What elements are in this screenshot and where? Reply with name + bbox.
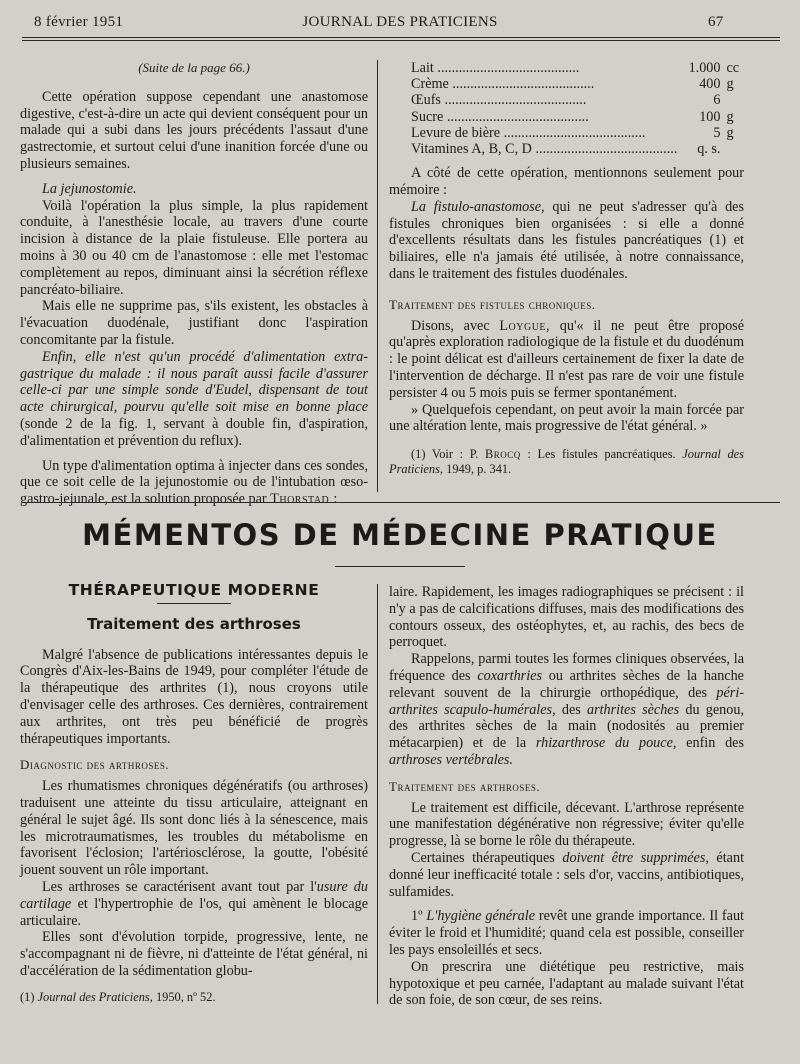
paragraph: Enfin, elle n'est qu'un procédé d'alimentation extra-gastrique du malade : il nous paraît aussi facile d'assurer celle-ci par une simple sonde d'Eudel, dispensant de tout acte chirurgical, pourvu qu'elle soit mise en bonne place (sonde 2 de la fig. 1, servant à double fin, d'aspiration, d'alimentation et prévention du reflux). <box>20 348 368 449</box>
paragraph: Certaines thérapeutiques doivent être supprimées, étant donné leur inefficacité totale : sels d'or, vaccins, antibiotiques, sulfamides. <box>389 849 745 900</box>
recipe-table <box>411 60 744 157</box>
paragraph: Mais elle ne supprime pas, s'ils existent, les obstacles à l'évacuation duodénale, justifiant donc l'aspiration concomitante par la fistule. <box>20 298 368 348</box>
recipe-row <box>411 125 744 141</box>
recipe-quantity: 400 <box>699 76 721 93</box>
paragraph: Elles sont d'évolution torpide, progressive, lente, ne s'accompagnant ni de fièvre, ni d'atteinte de l'état général, ni d'accélération de la sédimentation globu- <box>20 929 368 979</box>
recipe-row <box>411 109 744 125</box>
header-page-number: 67 <box>708 14 724 30</box>
paragraph: Un type d'alimentation optima à injecter dans ces sondes, que ce soit celle de la jejunostomie ou de l'intubation œso-gastro-jejunale, est la solution proposée par Thorstad : <box>20 457 368 508</box>
recipe-unit: g <box>726 108 734 125</box>
paragraph: La fistulo-anastomose, qui ne peut s'adresser qu'à des fistules chroniques bien organisées : si elle a donné d'excellents résultats dans les fistules pancréatiques (1) et biliaires, elle n'a jamais été utilisée, à notre connaissance, dans le traitement des fistules duodénales. <box>389 198 744 282</box>
paragraph: 1º L'hygiène générale revêt une grande importance. Il faut éviter le froid et l'humidité; quand cela est possible, conseiller les pays ensoleillés et secs. <box>389 908 744 958</box>
paragraph: Les rhumatismes chroniques dégénératifs (ou arthroses) traduisent une atteinte du tissu articulaire, atteignant en général le sujet âgé. Ils sont donc liés à la sénescence, mais les microtraumatismes, les troubles du métabolisme en favorisent l'éclosion; l'artériosclérose, la goutte, l'obésité jouent souvent un rôle important. <box>20 778 368 879</box>
header-rule <box>22 37 780 38</box>
top-right-column <box>389 60 744 477</box>
continued-note: (Suite de la page 66.) <box>138 60 250 75</box>
paragraph: laire. Rapidement, les images radiographiques se précisent : il n'y a pas de calcifications diffuses, mais des modifications des contours osseux, des ostéophytes, et, au rachis, des becs de perroquet. <box>389 584 744 651</box>
paragraph: Rappelons, parmi toutes les formes cliniques observées, la fréquence des coxarthries ou arthrites sèches de la hanche relevant souvent de la chirurgie orthopédique, des péri-arthrites scapulo-humérales, des arthrites sèches du genou, des arthrites sèches de la main (nodosités au premier métacarpien) et de la rhizarthrose du pouce, enfin des arthroses vertébrales. <box>389 651 745 768</box>
bottom-left-column <box>20 582 368 1005</box>
paragraph: Cette opération suppose cependant une anastomose digestive, c'est-à-dire un acte qui devient conséquent pour un malade qui a subi dans les jours précédents l'assaut d'une gastrectomie, et surtout celui d'une inanition forcée d'une ou plusieurs semaines. <box>20 88 368 172</box>
banner-title: MÉMENTOS DE MÉDECINE PRATIQUE <box>82 518 718 552</box>
top-left-column <box>20 60 368 508</box>
paragraph: On prescrira une diététique peu restrictive, mais hypotoxique et peu carnée, l'adaptant au malade suivant l'état de son foie, de son cœur, de ses reins. <box>389 958 744 1009</box>
paragraph: Les arthroses se caractérisent avant tout par l'usure du cartilage et l'hypertrophie de l'os, qui amènent le blocage articulaire. <box>20 878 368 929</box>
footnote: (1) Voir : P. Brocq : Les fistules pancréatiques. Journal des Praticiens, 1949, p. 341. <box>389 447 744 477</box>
footnote: (1) Journal des Praticiens, 1950, nº 52. <box>20 989 216 1004</box>
recipe-item: Levure de bière ........................................ <box>411 124 646 141</box>
recipe-item: Sucre ........................................ <box>411 108 589 125</box>
paragraph: A côté de cette opération, mentionnons seulement pour mémoire : <box>389 165 744 199</box>
jejunostomie-heading: La jejunostomie. <box>42 180 137 197</box>
recipe-item: Œufs ........................................ <box>411 92 587 109</box>
paragraph: Disons, avec Loygue, qu'« il ne peut être proposé qu'après exploration radiologique de la fistule et du duodénum : le point délicat est d'ailleurs certainement de fixer la date de l'intervention de décharge. Il n'est pas rare de voir une fistule persister 4 ou 5 mois puis se fermer spontanément. <box>389 317 745 401</box>
section-heading: Traitement des arthroses. <box>389 778 541 794</box>
paragraph: Le traitement est difficile, décevant. L'arthrose représente une manifestation dégénérative non régressive; éviter qu'elle progresse, là se borne le rôle du thérapeute. <box>389 799 744 850</box>
recipe-unit: g <box>726 124 734 141</box>
recipe-unit <box>726 92 744 108</box>
banner-rule-top <box>22 502 780 503</box>
header-journal-title: JOURNAL DES PRATICIENS <box>302 14 498 30</box>
recipe-item: Crème ........................................ <box>411 76 595 93</box>
section-heading: Diagnostic des arthroses. <box>20 757 170 773</box>
bottom-right-column <box>389 584 744 1009</box>
rubric-rule <box>157 603 231 604</box>
recipe-row <box>411 76 744 92</box>
recipe-row <box>411 141 744 157</box>
rubric-title: THÉRAPEUTIQUE MODERNE <box>68 581 320 599</box>
section-heading: Traitement des fistules chroniques. <box>389 296 596 312</box>
recipe-quantity: 100 <box>699 108 721 125</box>
recipe-quantity: q. s. <box>697 141 721 158</box>
header-rule-double <box>22 40 780 41</box>
column-divider <box>377 584 378 1004</box>
article-title: Traitement des arthroses <box>87 614 301 633</box>
paragraph: Voilà l'opération la plus simple, la plus rapidement conduite, à l'anesthésie locale, au travers d'une courte incision à distance de la plaie fistuleuse. Elle portera au moins à 30 ou 40 cm de l'anastomose : elle met l'estomac complètement au repos, diminuant ainsi la sécrétion réflexe pancréato-biliaire. <box>20 197 368 298</box>
recipe-item: Lait ........................................ <box>411 60 580 76</box>
header-date: 8 février 1951 <box>34 14 124 30</box>
recipe-unit: g <box>726 76 734 93</box>
recipe-row <box>411 60 744 76</box>
recipe-quantity: 1.000 <box>688 60 721 76</box>
banner-rule-short <box>335 566 465 567</box>
paragraph: Malgré l'absence de publications intéressantes depuis le Congrès d'Aix-les-Bains de 1949, pour compléter l'étude de la thérapeutique des arthrites (1), nous croyons utile d'envisager celle des arthroses. Ces dernières, contrairement aux arthrites, ont très peu bénéficié de progrès thérapeutiques importants. <box>20 646 368 747</box>
recipe-unit <box>726 141 744 157</box>
paragraph: » Quelquefois cependant, on peut avoir la main forcée par une altération lente, mais progressive de l'état général. » <box>389 401 744 435</box>
column-divider <box>377 60 378 492</box>
recipe-quantity: 5 <box>713 124 721 141</box>
recipe-unit: cc <box>726 60 740 76</box>
recipe-row <box>411 92 744 108</box>
recipe-quantity: 6 <box>713 92 721 109</box>
recipe-item: Vitamines A, B, C, D ........................................ <box>411 141 678 158</box>
